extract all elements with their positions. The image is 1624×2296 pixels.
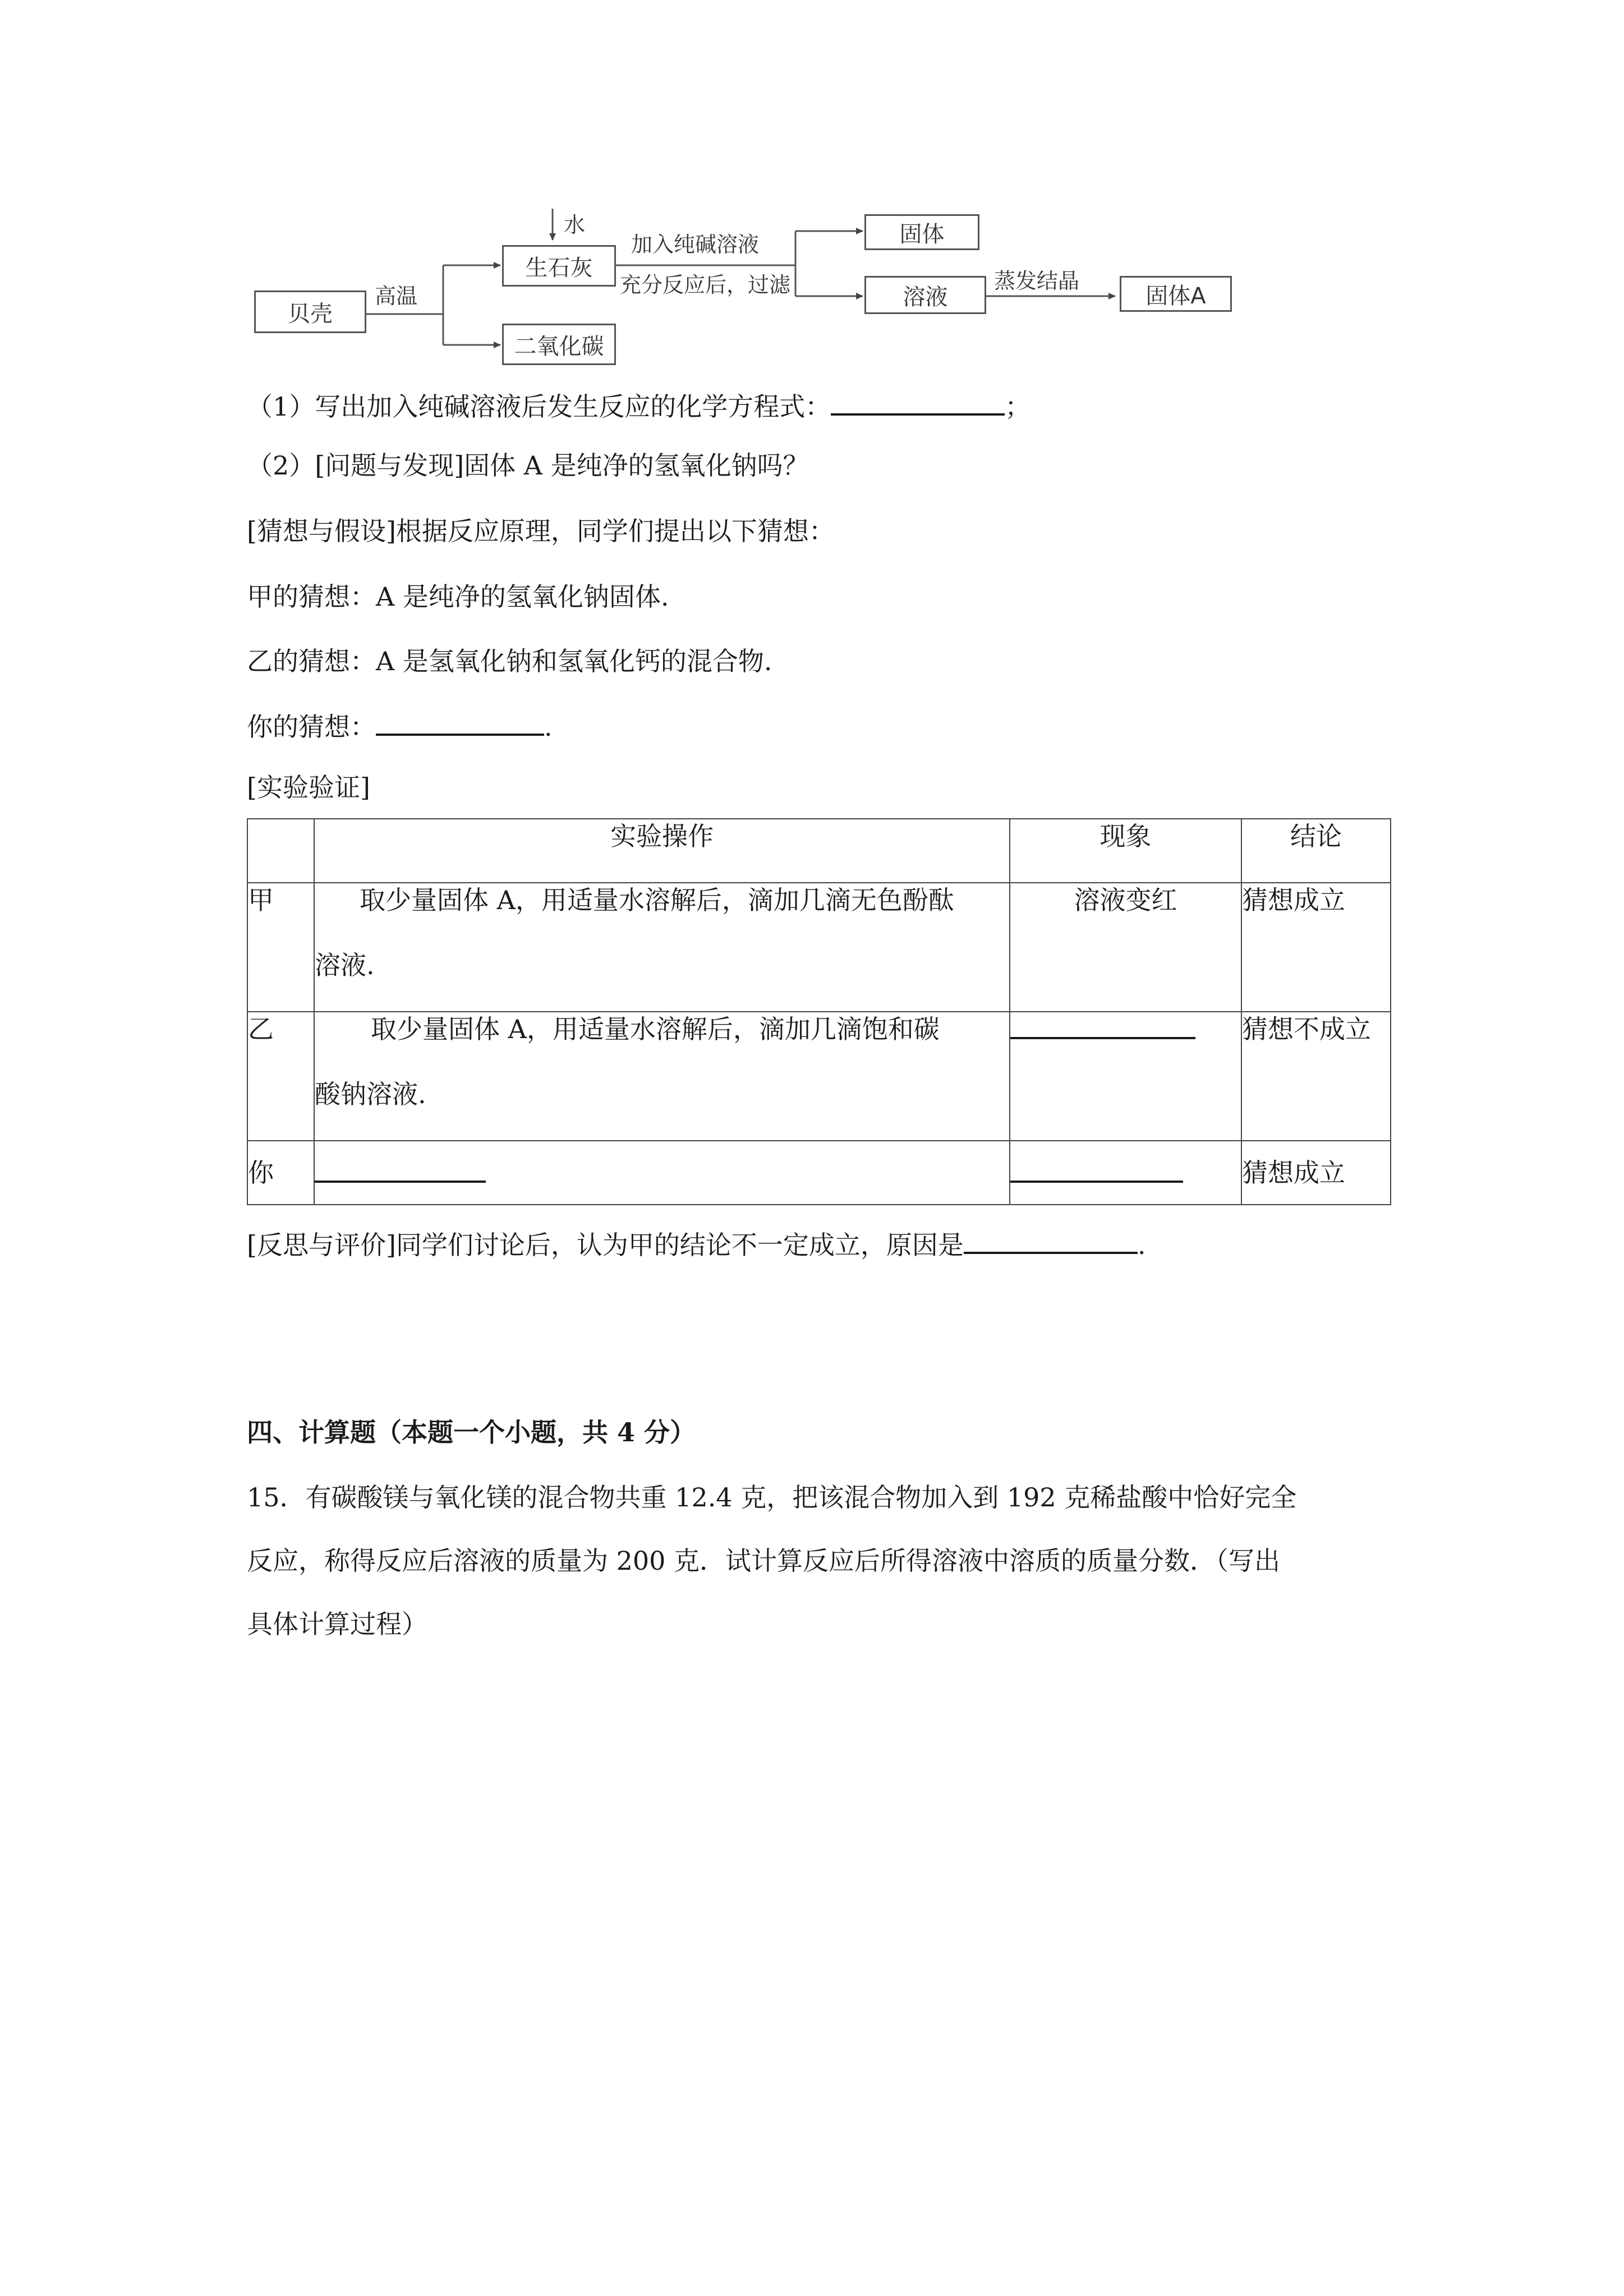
solution-box [864, 276, 986, 314]
reflect-blank [964, 1227, 1138, 1254]
reflect-text: [反思与评价]同学们讨论后，认为甲的结论不一定成立，原因是 [247, 1230, 964, 1260]
operation-line-1: 取少量固体 A，用适量水溶解后，滴加几滴无色酚酞 [360, 885, 954, 915]
q15-line-1: 15．有碳酸镁与氧化镁的混合物共重 12.4 克，把该混合物加入到 192 克稀盐酸中恰好完全 [247, 1482, 1297, 1513]
solid-box [864, 214, 979, 250]
table-row [247, 883, 1391, 1012]
row-who: 你 [247, 1141, 314, 1205]
row-phenomenon [1010, 1012, 1241, 1141]
row-phenomenon [1010, 1141, 1241, 1205]
flow-arrows [0, 0, 1624, 393]
row-operation [314, 1141, 1010, 1205]
header-conclusion: 结论 [1241, 819, 1391, 883]
table-row [247, 1141, 1391, 1205]
row-phenomenon [1010, 883, 1241, 1012]
reflect-suffix: . [1137, 1230, 1146, 1260]
row-operation [314, 883, 1010, 1012]
your-guess-suffix: . [544, 712, 553, 742]
your-guess-text: 你的猜想： [247, 712, 376, 742]
your-guess-line [247, 709, 553, 744]
table-header-row [247, 819, 1391, 883]
phenomenon-blank [1010, 1156, 1183, 1183]
section-4-heading: 四、计算题（本题一个小题，共 4 分） [247, 1417, 696, 1447]
co2-box [502, 324, 616, 365]
shell-label: 贝壳 [288, 301, 333, 327]
experiment-table [247, 818, 1391, 1205]
q1-text: （1）写出加入纯碱溶液后发生反应的化学方程式： [247, 391, 831, 422]
phenomenon-text: 溶液变红 [1074, 885, 1177, 915]
solution-label: 溶液 [903, 284, 948, 310]
quicklime-label: 生石灰 [525, 255, 593, 281]
q1-suffix: ； [1005, 391, 1031, 422]
q15-line-3: 具体计算过程） [247, 1609, 427, 1639]
water-label: 水 [564, 213, 586, 237]
operation-blank [315, 1156, 486, 1183]
evaporate-label: 蒸发结晶 [994, 269, 1080, 293]
q1-answer-blank [831, 389, 1005, 416]
row-who: 乙 [247, 1012, 314, 1141]
phenomenon-blank [1010, 1012, 1195, 1039]
operation-line-2: 酸钠溶液. [315, 1079, 426, 1109]
react-filter-label: 充分反应后，过滤 [620, 273, 791, 297]
hypothesis-line: [猜想与假设]根据反应原理，同学们提出以下猜想： [247, 516, 835, 546]
row-conclusion: 猜想不成立 [1241, 1012, 1391, 1141]
yi-guess-line: 乙的猜想：A 是氢氧化钠和氢氧化钙的混合物. [247, 646, 772, 676]
reflect-line [247, 1227, 1146, 1262]
solid-label: 固体 [899, 221, 945, 247]
solid-a-label: 固体A [1145, 283, 1206, 309]
verify-heading: [实验验证] [247, 772, 370, 803]
row-operation [314, 1012, 1010, 1141]
header-blank [247, 819, 314, 883]
operation-line-1: 取少量固体 A，用适量水溶解后，滴加几滴饱和碳 [371, 1014, 940, 1044]
operation-line-2: 溶液. [315, 950, 375, 980]
row-conclusion: 猜想成立 [1241, 883, 1391, 1012]
shell-box [254, 291, 366, 333]
table-row [247, 1012, 1391, 1141]
q1-line [247, 389, 1030, 423]
header-operation: 实验操作 [314, 819, 1010, 883]
your-guess-blank [376, 709, 544, 736]
high-temp-label: 高温 [375, 284, 418, 308]
jia-guess-line: 甲的猜想：A 是纯净的氢氧化钠固体. [247, 582, 669, 612]
q15-line-2: 反应，称得反应后溶液的质量为 200 克．试计算反应后所得溶液中溶质的质量分数．（写出 [247, 1546, 1281, 1576]
quicklime-box [502, 245, 616, 287]
co2-label: 二氧化碳 [514, 333, 604, 359]
row-who: 甲 [247, 883, 314, 1012]
header-phenomenon: 现象 [1010, 819, 1241, 883]
solid-a-box [1120, 276, 1232, 312]
add-soda-label: 加入纯碱溶液 [631, 232, 760, 257]
q2-line: （2）[问题与发现]固体 A 是纯净的氢氧化钠吗？ [247, 450, 809, 481]
row-conclusion: 猜想成立 [1241, 1141, 1391, 1205]
